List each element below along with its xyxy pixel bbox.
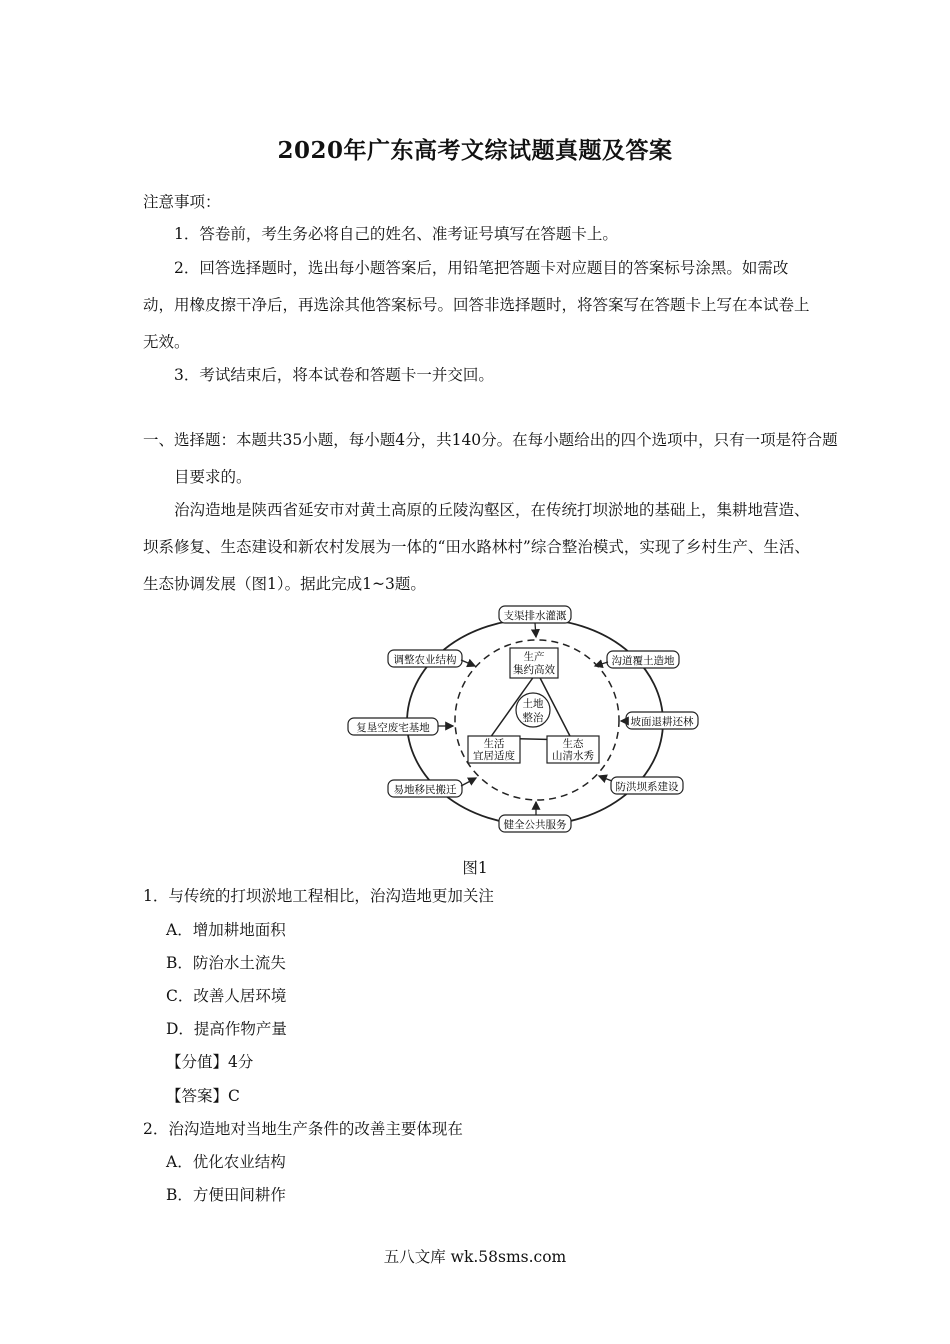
outer-label-lower-left: 易地移民搬迁: [393, 784, 457, 796]
outer-label-left: 复垦空废宅基地: [356, 722, 430, 734]
production-label-2: 集约高效: [513, 664, 555, 676]
question-2-option-a: A．优化农业结构: [166, 1153, 286, 1171]
figure-1-diagram: [340, 600, 710, 845]
question-1-stem: 1．与传统的打坝淤地工程相比，治沟造地更加关注: [143, 887, 494, 905]
outer-label-upper-left: 调整农业结构: [393, 654, 457, 666]
question-1-option-a: A．增加耕地面积: [166, 921, 286, 939]
section-intro: 治沟造地是陕西省延安市对黄土高原的丘陵沟壑区，在传统打坝淤地的基础上，集耕地营造、坝系修复、生态建设和新农村发展为一体的“田水路林村”综合整治模式，实现了乡村生产、生活、生态协调发展（图1）。据此完成1~3题。: [143, 501, 810, 593]
notice-item-3: 3．考试结束后，将本试卷和答题卡一并交回。: [174, 366, 494, 384]
ecology-label-2: 山清水秀: [552, 750, 594, 762]
center-label-2: 整治: [522, 712, 544, 724]
arrow-upper-left: [461, 660, 475, 666]
question-1-option-d: D．提高作物产量: [166, 1020, 287, 1038]
figure-caption: 图1: [462, 859, 488, 877]
outer-label-upper-right: 沟道覆土造地: [611, 655, 675, 667]
arrow-top: [535, 623, 536, 637]
arrow-upper-right: [595, 662, 608, 666]
outer-label-right: 坡面退耕还林: [630, 716, 694, 728]
outer-label-bottom: 健全公共服务: [503, 819, 567, 831]
question-1-score: 【分值】4分: [166, 1053, 254, 1071]
question-2-option-b: B．方便田间耕作: [166, 1186, 286, 1204]
question-1-option-b: B．防治水土流失: [166, 954, 286, 972]
section-heading: 一、选择题：本题共35小题，每小题4分，共140分。在每小题给出的四个选项中，只有一项是符合题目要求的。: [143, 431, 838, 486]
living-label-1: 生活: [483, 738, 505, 750]
production-label-1: 生产: [523, 651, 545, 663]
question-1-answer: 【答案】C: [166, 1087, 240, 1105]
notice-item-2: 2．回答选择题时，选出每小题答案后，用铅笔把答题卡对应题目的答案标号涂黑。如需改动，用橡皮擦干净后，再选涂其他答案标号。回答非选择题时，将答案写在答题卡上写在本试卷上无效。: [143, 259, 810, 351]
outer-label-lower-right: 防洪坝系建设: [615, 781, 679, 793]
outer-label-top: 支渠排水灌溉: [503, 610, 567, 622]
arrow-lower-left: [461, 778, 476, 786]
document-title: 2020年广东高考文综试题真题及答案: [277, 137, 673, 164]
question-2-stem: 2．治沟造地对当地生产条件的改善主要体现在: [143, 1120, 463, 1138]
page-footer: 五八文库 wk.58sms.com: [383, 1248, 567, 1266]
living-label-2: 宜居适度: [473, 750, 515, 762]
ecology-label-1: 生态: [562, 738, 584, 750]
notice-item-1: 1．答卷前，考生务必将自己的姓名、准考证号填写在答题卡上。: [174, 225, 618, 243]
notice-heading: 注意事项：: [143, 193, 221, 211]
question-1-option-c: C．改善人居环境: [166, 987, 287, 1005]
center-label-1: 土地: [522, 698, 544, 710]
arrow-lower-right: [599, 776, 612, 781]
